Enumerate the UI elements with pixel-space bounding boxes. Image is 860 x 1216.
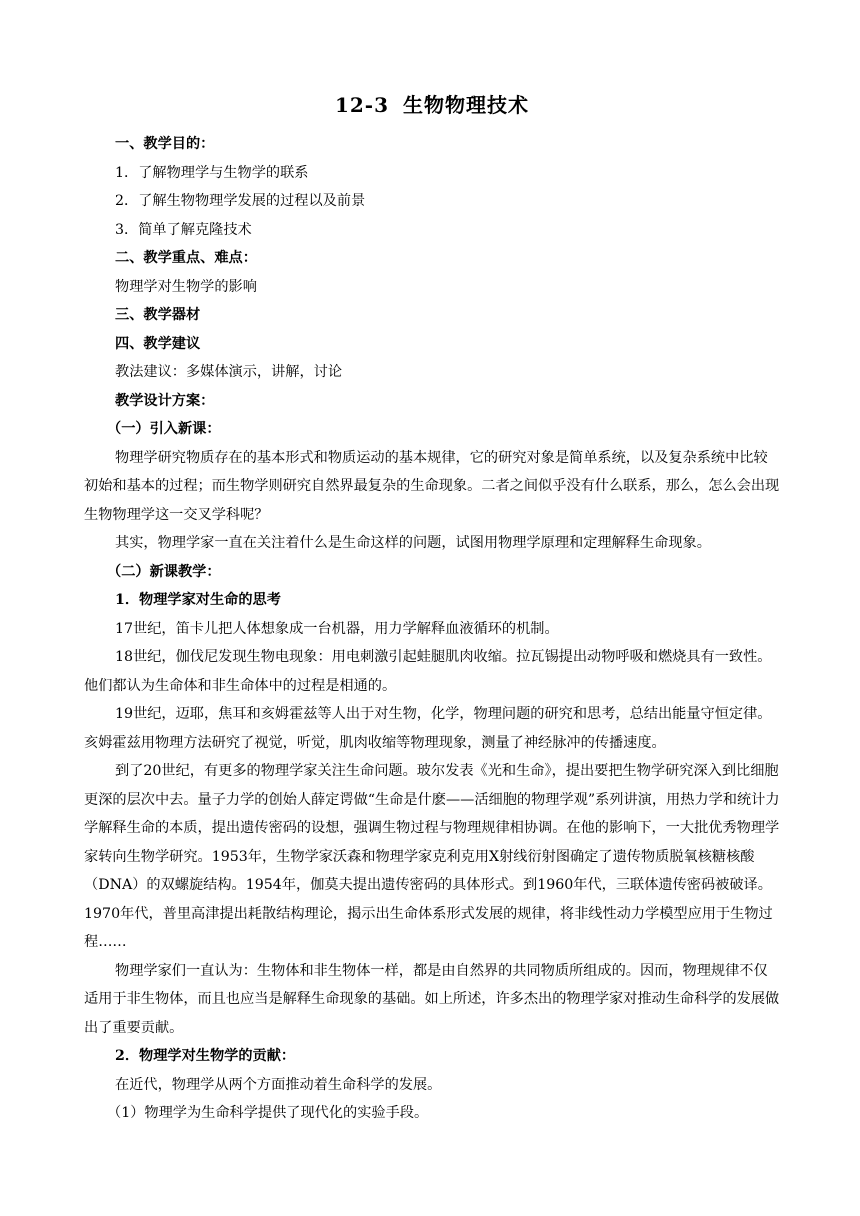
section-heading-objectives: 一、教学目的： [115, 136, 215, 152]
design-heading: 教学设计方案： [115, 392, 215, 409]
intro-paragraph-2: 其实，物理学家一直在关注着什么是生命这样的问题，试图用物理学原理和定理解释生命现象。 [115, 535, 711, 551]
objective-item-2: 2．了解生物物理学发展的过程以及前景 [115, 193, 366, 209]
subsection-heading-2: 2．物理学对生物学的贡献： [115, 1048, 296, 1064]
section-heading-equipment: 三、教学器材 [115, 307, 201, 323]
paragraph-20th-century: 到了20世纪，有更多的物理学家关注生命问题。玻尔发表《光和生命》，提出要把生物学研究深入到比细胞更深的层次中去。量子力学的创始人薛定谔做“生命是什麽——活细胞的物理学观”系列讲演，用热力学和统计力学解释生命的本质，提出遗传密码的设想，强调生物过程与物理规律相协调。在他的影响下，一大批优秀物理学家转向生物学研究。1953年，生物学家沃森和物理学家克利克用X射线衍射图确定了遗传物质脱氧核糖核酸（DNA）的双螺旋结构。1954年，伽莫夫提出遗传密码的具体形式。到1960年代，三联体遗传密码被破译。1970年代，普里高津提出耗散结构理论，揭示出生命体系形式发展的规律，将非线性动力学模型应用于生物过程…… [84, 763, 780, 950]
paragraph-18th-century: 18世纪，伽伐尼发现生物电现象：用电刺激引起蛙腿肌肉收缩。拉瓦锡提出动物呼吸和燃烧具有一致性。他们都认为生命体和非生命体中的过程是相通的。 [84, 649, 772, 694]
objective-item-1: 1．了解物理学与生物学的联系 [115, 164, 309, 181]
intro-heading: （一）引入新课： [107, 421, 221, 437]
paragraph-19th-century: 19世纪，迈耶，焦耳和亥姆霍兹等人出于对生物，化学，物理问题的研究和思考，总结出能量守恒定律。亥姆霍兹用物理方法研究了视觉，听觉，肌肉收缩等物理现象，测量了神经脉冲的传播速度。 [84, 706, 772, 751]
section-heading-suggestions: 四、教学建议 [115, 335, 201, 352]
section-heading-keypoints: 二、教学重点、难点： [115, 250, 257, 266]
list-item-1: （1）物理学为生命科学提供了现代化的实验手段。 [107, 1105, 429, 1121]
paragraph-17th-century: 17世纪，笛卡儿把人体想象成一台机器，用力学解释血液循环的机制。 [115, 620, 559, 637]
paragraph-consensus: 物理学家们一直认为：生物体和非生物体一样，都是由自然界的共同物质所组成的。因而，物理规律不仅适用于非生物体，而且也应当是解释生命现象的基础。如上所述，许多杰出的物理学家对推动生命科学的发展做出了重要贡献。 [84, 962, 780, 1036]
keypoints-text: 物理学对生物学的影响 [115, 278, 257, 295]
suggestions-text: 教法建议：多媒体演示，讲解，讨论 [115, 364, 343, 380]
page-title [84, 91, 780, 119]
title-text: 生物物理技术 [403, 93, 530, 117]
paragraph-modern: 在近代，物理学从两个方面推动着生命科学的发展。 [115, 1076, 442, 1093]
intro-paragraph-1: 物理学研究物质存在的基本形式和物质运动的基本规律，它的研究对象是简单系统，以及复杂系统中比较初始和基本的过程；而生物学则研究自然界最复杂的生命现象。二者之间似乎没有什么联系，那么，怎么会出现生物物理学这一交叉学科呢？ [84, 449, 780, 523]
new-lesson-heading: （二）新课教学： [107, 563, 221, 580]
title-number: 12-3 [334, 93, 390, 117]
subsection-heading-1: 1．物理学家对生命的思考 [115, 592, 281, 608]
document-body [84, 130, 780, 1128]
objective-item-3: 3．简单了解克隆技术 [115, 221, 252, 238]
